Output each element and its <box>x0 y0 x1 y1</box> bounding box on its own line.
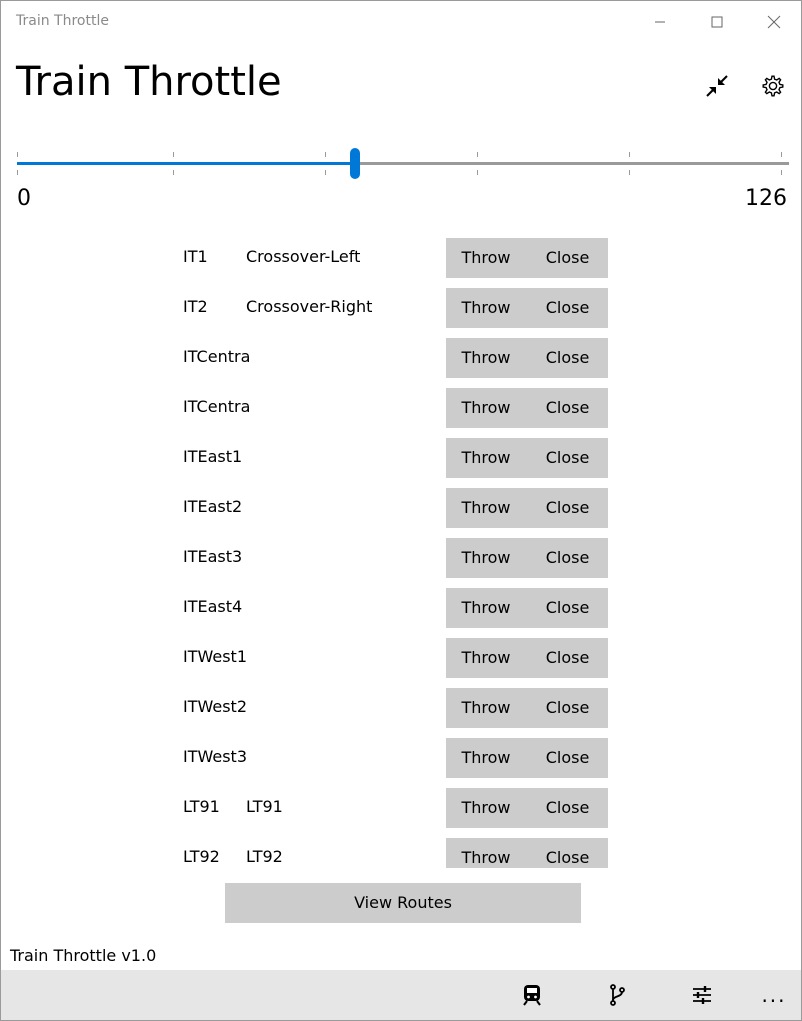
turnout-button-group <box>446 288 608 328</box>
command-bar <box>1 970 801 1020</box>
turnout-id: LT91 <box>183 797 220 816</box>
turnout-list[interactable] <box>1 236 801 868</box>
turnout-name: LT92 <box>246 847 283 866</box>
turnout-name: LT91 <box>246 797 283 816</box>
throw-button[interactable]: Throw <box>461 298 511 317</box>
compact-view-button[interactable] <box>700 69 734 103</box>
table-row <box>1 236 801 278</box>
turnout-button-group <box>446 688 608 728</box>
table-row <box>1 786 801 828</box>
more-icon: ... <box>761 983 787 1007</box>
more-button[interactable] <box>757 978 791 1012</box>
slider-tick <box>629 170 630 175</box>
turnout-button-group <box>446 838 608 868</box>
title-bar <box>1 1 801 43</box>
slider-tick <box>173 170 174 175</box>
turnout-id: IT1 <box>183 247 208 266</box>
slider-tick <box>477 152 478 157</box>
turnout-button-group <box>446 788 608 828</box>
table-row <box>1 286 801 328</box>
close-turnout-button[interactable]: Close <box>545 848 590 867</box>
turnout-button-group <box>446 538 608 578</box>
table-row <box>1 686 801 728</box>
view-routes-button[interactable]: View Routes <box>225 883 581 923</box>
close-turnout-button[interactable]: Close <box>545 448 590 467</box>
maximize-button[interactable] <box>689 1 745 43</box>
close-turnout-button[interactable]: Close <box>545 248 590 267</box>
gear-icon <box>760 73 786 99</box>
table-row <box>1 836 801 868</box>
throttle-slider[interactable] <box>17 146 789 182</box>
table-row <box>1 536 801 578</box>
throw-button[interactable]: Throw <box>461 598 511 617</box>
slider-tick <box>629 152 630 157</box>
controls-page-button[interactable] <box>685 978 719 1012</box>
minimize-button[interactable] <box>632 1 688 43</box>
turnout-button-group <box>446 638 608 678</box>
turnout-button-group <box>446 438 608 478</box>
throw-button[interactable]: Throw <box>461 398 511 417</box>
version-label: Train Throttle v1.0 <box>10 946 157 965</box>
slider-tick <box>325 152 326 157</box>
throw-button[interactable]: Throw <box>461 548 511 567</box>
window-title: Train Throttle <box>16 13 109 29</box>
turnout-id: ITWest2 <box>183 697 248 716</box>
slider-tick <box>173 152 174 157</box>
close-turnout-button[interactable]: Close <box>545 598 590 617</box>
slider-tick <box>477 170 478 175</box>
slider-min-label: 0 <box>17 186 31 211</box>
close-turnout-button[interactable]: Close <box>545 698 590 717</box>
slider-fill <box>17 162 355 165</box>
close-turnout-button[interactable]: Close <box>545 348 590 367</box>
branch-icon <box>606 984 628 1006</box>
maximize-icon <box>711 16 723 28</box>
turnout-id: ITWest1 <box>183 647 248 666</box>
throw-button[interactable]: Throw <box>461 698 511 717</box>
turnout-name: Crossover-Left <box>246 247 361 266</box>
settings-button[interactable] <box>756 69 790 103</box>
turnout-id: ITWest3 <box>183 747 248 766</box>
close-turnout-button[interactable]: Close <box>545 548 590 567</box>
close-icon <box>767 15 781 29</box>
turnout-button-group <box>446 738 608 778</box>
compact-icon <box>705 74 729 98</box>
turnout-id: ITEast1 <box>183 447 243 466</box>
page-title: Train Throttle <box>16 59 282 105</box>
throw-button[interactable]: Throw <box>461 498 511 517</box>
close-turnout-button[interactable]: Close <box>545 498 590 517</box>
table-row <box>1 586 801 628</box>
turnout-id: LT92 <box>183 847 220 866</box>
close-turnout-button[interactable]: Close <box>545 798 590 817</box>
throw-button[interactable]: Throw <box>461 448 511 467</box>
throw-button[interactable]: Throw <box>461 348 511 367</box>
table-row <box>1 486 801 528</box>
throttle-page-button[interactable] <box>515 978 549 1012</box>
turnout-button-group <box>446 388 608 428</box>
turnouts-page-button[interactable] <box>600 978 634 1012</box>
table-row <box>1 336 801 378</box>
close-turnout-button[interactable]: Close <box>545 748 590 767</box>
turnout-id: ITCentra <box>183 397 251 416</box>
slider-tick <box>325 170 326 175</box>
turnout-button-group <box>446 588 608 628</box>
slider-tick <box>17 170 18 175</box>
turnout-id: ITCentra <box>183 347 251 366</box>
turnout-name: Crossover-Right <box>246 297 373 316</box>
throw-button[interactable]: Throw <box>461 748 511 767</box>
close-turnout-button[interactable]: Close <box>545 398 590 417</box>
slider-tick <box>781 170 782 175</box>
minimize-icon <box>654 16 666 28</box>
turnout-button-group <box>446 338 608 378</box>
throw-button[interactable]: Throw <box>461 848 511 867</box>
turnout-id: ITEast4 <box>183 597 243 616</box>
turnout-id: ITEast3 <box>183 547 243 566</box>
close-turnout-button[interactable]: Close <box>545 648 590 667</box>
throw-button[interactable]: Throw <box>461 798 511 817</box>
turnout-button-group <box>446 238 608 278</box>
turnout-button-group <box>446 488 608 528</box>
table-row <box>1 436 801 478</box>
train-icon <box>521 984 543 1006</box>
table-row <box>1 386 801 428</box>
sliders-icon <box>691 984 713 1006</box>
turnout-id: IT2 <box>183 297 208 316</box>
slider-tick <box>781 152 782 157</box>
throw-button[interactable]: Throw <box>461 248 511 267</box>
slider-tick <box>17 152 18 157</box>
slider-max-label: 126 <box>745 186 787 211</box>
close-turnout-button[interactable]: Close <box>545 298 590 317</box>
table-row <box>1 636 801 678</box>
turnout-id: ITEast2 <box>183 497 243 516</box>
table-row <box>1 736 801 778</box>
slider-thumb[interactable] <box>350 148 360 179</box>
throw-button[interactable]: Throw <box>461 648 511 667</box>
close-window-button[interactable] <box>746 1 802 43</box>
